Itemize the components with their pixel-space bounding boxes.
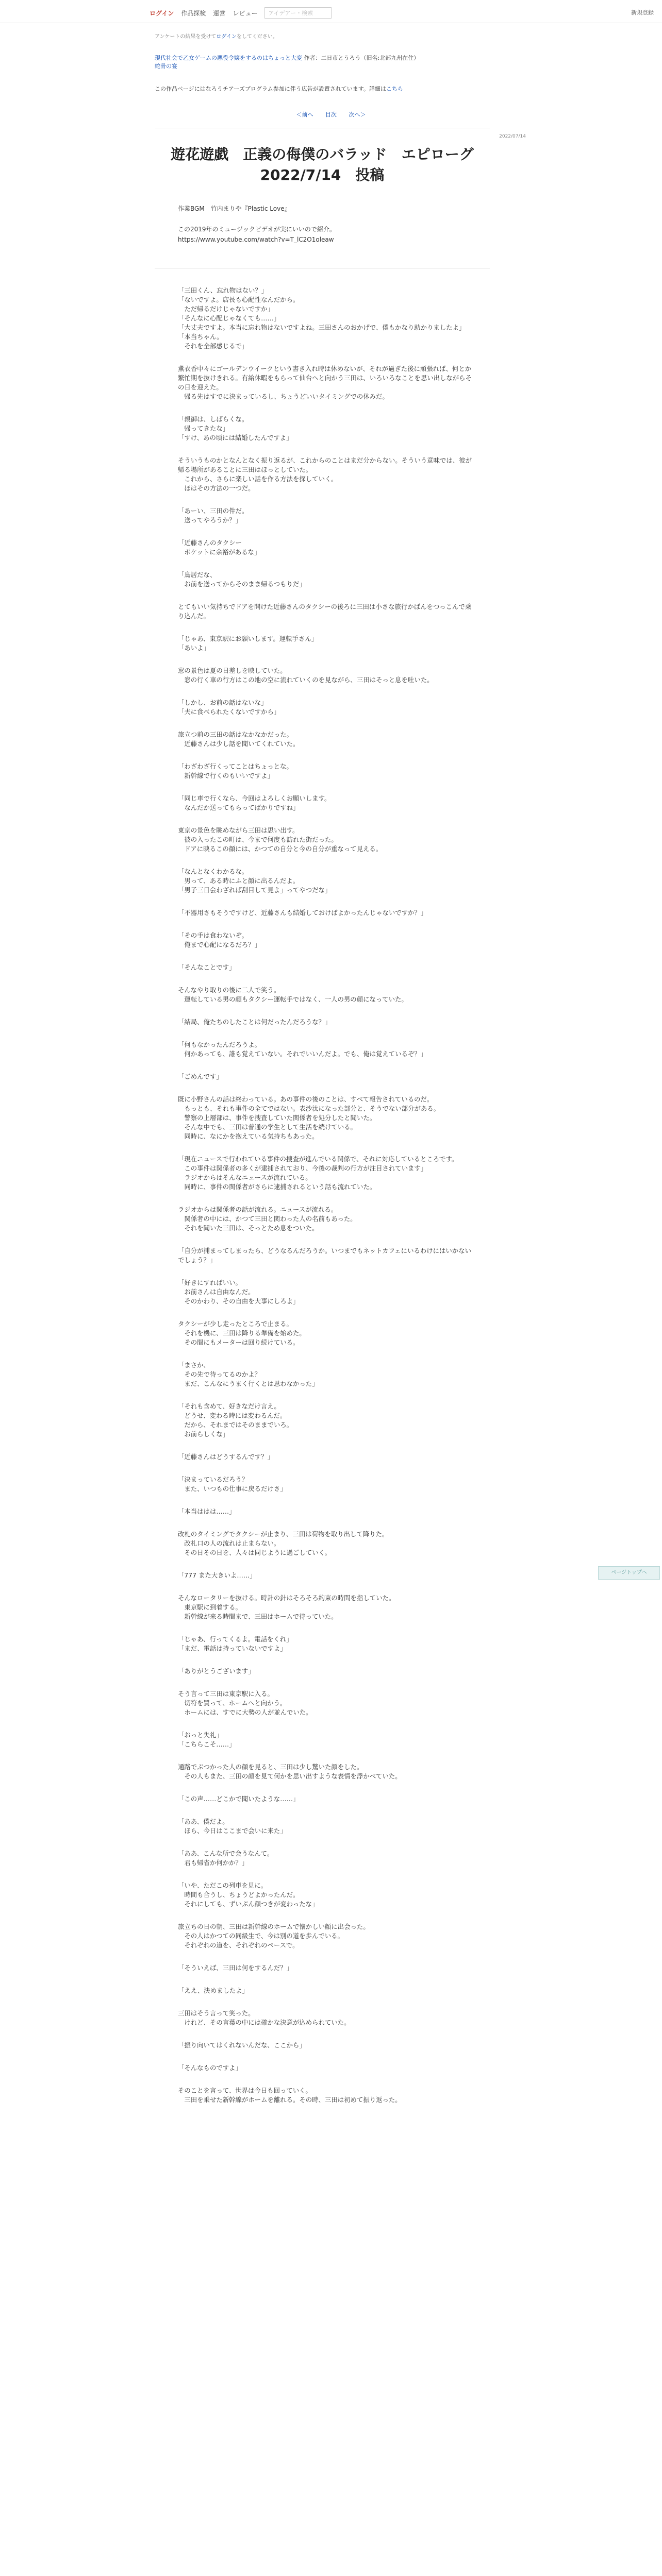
body-paragraph: 「本当ははは……」 <box>178 1507 236 1515</box>
chapter-title-line: 2022/7/14 投稿 <box>260 166 385 183</box>
body-paragraph: そんなやり取りの後に二人で笑う。 運転している男の顔もタクシー運転手ではなく、一人の男の顔になっていた。 <box>178 986 408 1003</box>
body-paragraph: 「この声……どこかで聞いたような……」 <box>178 1795 300 1803</box>
body-paragraph: 「わざわざ行くってことはちょっとな。 新幹線で行くのもいいですよ」 <box>178 762 293 779</box>
notice-before: アンケートの結果を受けて <box>155 34 217 40</box>
body-paragraph: 「その手は食わないぞ。 俺まで心配になるだろ？」 <box>178 931 261 948</box>
next-link[interactable]: 次へ＞ <box>349 111 366 118</box>
nav-item-review[interactable]: レビュー <box>233 9 258 17</box>
chapter-pager <box>0 110 662 118</box>
body-paragraph: 改札のタイミングでタクシーが止まり、三田は荷物を取り出して降りた。 改札口の人の流れは止まらない。 その日その日を、人々は同じように過ごしていく。 <box>178 1530 389 1556</box>
series-title-link[interactable]: 現代社会で乙女ゲームの悪役令嬢をするのはちょっと大変 <box>155 55 302 61</box>
chapter-title <box>155 144 490 185</box>
page-top-button[interactable]: ページトップへ <box>598 1566 660 1580</box>
prev-link[interactable]: ＜前へ <box>296 111 313 118</box>
body-paragraph: タクシーが少し走ったところで止まる。 それを機に、三田は降りる準備を始めた。 その間にもメーターは回り続けている。 <box>178 1320 306 1346</box>
body-paragraph: 「ありがとうございます」 <box>178 1667 255 1675</box>
body-paragraph: 「しかし、お前の話はないな」 「夫に食べられたくないですから」 <box>178 699 280 716</box>
notice-login-link[interactable]: ログイン <box>216 34 237 40</box>
register-link[interactable]: 新規登録 <box>631 9 654 16</box>
body-paragraph: ラジオからは関係者の話が流れる。ニュースが流れる。 関係者の中には、かつて三田と関わった人の名前もあった。 それを聞いた三田は、そっとため息をついた。 <box>178 1206 357 1232</box>
author-note-line <box>178 214 336 224</box>
body-paragraph: 「同じ車で行くなら、今回はよろしくお願いします。 なんだか送ってもらってばかりですね」 <box>178 794 331 811</box>
breadcrumb-row <box>155 54 510 62</box>
top-nav <box>150 7 332 19</box>
body-paragraph: 旅立ちの日の朝、三田は新幹線のホームで懐かしい顔に出会った。 その人はかつての同級生で、今は別の道を歩んでいる。 それぞれの道を、それぞれのペースで。 <box>178 1923 370 1949</box>
ad-notice-link[interactable]: こちら <box>386 86 403 92</box>
nav-item-works[interactable]: 作品探検 <box>181 9 206 17</box>
ad-notice-text: この作品ページにはなろうチアーズプログラム参加に伴う広告が設置されています。詳細は <box>155 86 386 92</box>
body-paragraph: 「自分が捕まってしまったら、どうなるんだろうか。いつまでもネットカフェにいるわけにはいかないでしょう？」 <box>178 1247 471 1264</box>
ad-notice <box>155 84 403 93</box>
site-header <box>0 0 662 23</box>
notice <box>155 32 278 40</box>
body-paragraph: 「何もなかったんだろうよ。 何かあっても、誰も覚えていない。それでいいんだよ。でも、俺は覚えているぞ？」 <box>178 1041 427 1058</box>
body-paragraph: 「現在ニュースで行われている事件の捜査が進んでいる関係で、それに対応しているところです。 この事件は関係者の多くが逮捕されており、今後の裁判の行方が注目されています」 ラジオからはそんなニュースが流れている。 同時に、事件の関係者がさらに逮捕されるという話も流れていた。 <box>178 1155 458 1191</box>
body-paragraph: 「じゃあ、行ってくるよ。電話をくれ」 「まだ、電話は持っていないですよ」 <box>178 1635 293 1652</box>
body-paragraph: とてもいい気持ちでドアを開けた近藤さんのタクシーの後ろに三田は小さな旅行かばんをつっこんで乗り込んだ。 <box>178 603 472 620</box>
body-paragraph: 三田はそう言って笑った。 けれど、その言葉の中には確かな決意が込められていた。 <box>178 2009 351 2026</box>
body-paragraph: そういうものかとなんとなく振り返るが、これからのことはまだ分からない。そういう意味では、彼が帰る場所があることに三田はほっとしていた。 これから、さらに楽しい話を作る方法を探していく。 ほはその方法の一つだ。 <box>178 456 472 492</box>
notice-after: をしてください。 <box>236 34 278 40</box>
body-paragraph: 「ああ、こんな所で会うなんて。 君も帰省か何かか？」 <box>178 1850 274 1867</box>
search-input[interactable] <box>264 7 332 19</box>
body-paragraph: 「結局、俺たちのしたことは何だったんだろうな？」 <box>178 1018 332 1026</box>
body-paragraph: 「そんなものですよ」 <box>178 2064 242 2072</box>
novel-body <box>178 286 477 2118</box>
body-paragraph: そう言って三田は東京駅に入る。 切符を買って、ホームへと向かう。 ホームには、すでに大勢の人が並んでいた。 <box>178 1690 312 1716</box>
body-paragraph: 通路でぶつかった人の顔を見ると、三田は少し驚いた顔をした。 その人もまた、三田の顔を見て何かを思い出すような表情を浮かべていた。 <box>178 1763 402 1780</box>
body-paragraph: 「そんなことです」 <box>178 963 236 971</box>
author-note-line: この2019年のミュージックビデオが実にいいので紹介。 <box>178 226 336 233</box>
body-paragraph: 既に小野さんの話は終わっている。あの事件の後のことは、すべて報告されているのだ。 もっとも、それも事件の全てではない。表沙汰になった部分と、そうでない部分がある。 警察の上層部は、事件を捜査していた関係者を処分したと聞いた。 そんな中でも、三田は普通の学生として生活を続けている。 同時に、なにかを抱えている気持ちもあった。 <box>178 1095 440 1140</box>
body-paragraph: 「そういえば、三田は何をするんだ？」 <box>178 1964 293 1972</box>
body-paragraph: 「親御は、しばらくな。 帰ってきたな」 「すけ、あの頃には結婚したんですよ」 <box>178 415 293 442</box>
body-paragraph: 薫衣香中々にゴールデンウイークという書き入れ時は休めないが、それが過ぎた後に頑張れば、何とか繁忙期を抜けきれる。有給休暇をもらって仙台へと向かう三田は、いろいろなことを思い出しながらその日を迎えた。 帰る先はすでに決まっているし、ちょうどいいタイミングでの休みだ。 <box>178 365 472 400</box>
body-paragraph: 「三田くん、忘れ物はない？」 「ないですよ。店長も心配性なんだから。 ただ帰るだけじゃないですか」 「そんなに心配じゃなくても……」 「大丈夫ですよ。本当に忘れ物はないですよね。三田さんのおかげで、僕もかなり助かりましたよ」 「本当ちゃん。 それを全部感じるで」 <box>178 286 466 350</box>
body-paragraph: 「じゃあ、東京駅にお願いします。運転手さん」 「あいよ」 <box>178 635 318 652</box>
toc-link[interactable]: 目次 <box>325 111 337 118</box>
body-paragraph: 「ええ、決めましたよ」 <box>178 1987 249 1994</box>
author-note-url[interactable]: https://www.youtube.com/watch?v=T_lC2O1oleaw <box>178 236 334 243</box>
body-paragraph: 「決まっているだろう？ また、いつもの仕事に戻るだけさ」 <box>178 1476 287 1493</box>
body-paragraph: 東京の景色を眺めながら三田は思い出す。 彼の入ったこの町は、今まで何度も訪れた街だった。 ドアに映るこの顔には、かつての自分と今の自分が重なって見える。 <box>178 826 383 853</box>
body-paragraph: 「ごめんです」 <box>178 1073 223 1080</box>
author-label[interactable]: 作者：二日市とうろう（旧名:北部九州在住） <box>304 55 420 61</box>
body-paragraph: 「それも含めて、好きなだけ言え。 どうせ、変わる時には変わるんだ。 だから、それまではそのままでいろ。 お前らしくな」 <box>178 1402 293 1438</box>
body-paragraph: 窓の景色は夏の日差しを映していた。 窓の行く車の行方はこの地の空に流れていくのを見ながら、三田はそっと息を吐いた。 <box>178 667 434 684</box>
body-paragraph: 「不器用さもそうですけど、近藤さんも結婚しておけばよかったんじゃないですか？」 <box>178 909 427 917</box>
author-note-line: 作業BGM 竹内まりや『Plastic Love』 <box>178 205 291 212</box>
body-paragraph: 「好きにすればいい。 お前さんは自由なんだ。 そのかわり、その自由を大事にしろよ」 <box>178 1279 300 1305</box>
chapter-title-link[interactable]: 蛇骨の宴 <box>155 63 177 70</box>
body-paragraph: 「近藤さんのタクシー ポケットに余裕があるな」 <box>178 539 261 556</box>
login-link[interactable]: ログイン <box>150 9 174 17</box>
body-paragraph: 「まさか、 その先で待ってるのかよ？ まだ、こんなにうまく行くとは思わなかった」 <box>178 1361 319 1387</box>
nav-item-operation[interactable]: 運営 <box>213 9 226 17</box>
author-note <box>178 204 336 245</box>
body-paragraph: 「あーい、三田の件だ。 送ってやろうか？」 <box>178 507 249 524</box>
body-paragraph: そのことを言って、世界は今日も回っていく。 三田を乗せた新幹線がホームを離れる。その時、三田は初めて振り返った。 <box>178 2087 402 2104</box>
post-timestamp: 2022/07/14 <box>499 134 526 139</box>
body-paragraph: 「おっと失礼」 「こちらこそ……」 <box>178 1731 236 1748</box>
breadcrumb <box>155 54 510 70</box>
body-paragraph: 「振り向いてはくれないんだな、ここから」 <box>178 2041 306 2049</box>
body-paragraph: 「なんとなくわかるな。 男って、ある時にふと顔に出るんだよ。 「男子三日会わざれば刮目して見よ」ってやつだな」 <box>178 868 332 894</box>
body-paragraph: 「鳥居だな、 お前を送ってからそのまま帰るつもりだ」 <box>178 571 306 588</box>
body-paragraph: 「ああ、僕だよ。 ほら、今日はここまで会いに来た」 <box>178 1818 287 1835</box>
chapter-title-line: 遊花遊戯 正義の侮僕のバラッド エピローグ <box>171 146 474 163</box>
body-paragraph: 旅立つ前の三田の話はなかなかだった。 近藤さんは少し話を聞いてくれていた。 <box>178 731 300 748</box>
body-paragraph: そんなロータリーを抜ける。時計の針はそろそろ約束の時間を指していた。 東京駅に到着する。 新幹線が来る時間まで、三田はホームで待っていた。 <box>178 1594 395 1620</box>
body-paragraph: 「777 また大きいよ……」 <box>178 1571 256 1579</box>
body-paragraph: 「いや、ただこの列車を見に。 時間も合うし、ちょうどよかったんだ。 それにしても、ずいぶん顔つきが変わったな」 <box>178 1882 319 1908</box>
body-paragraph: 「近藤さんはどうするんです？」 <box>178 1453 274 1461</box>
